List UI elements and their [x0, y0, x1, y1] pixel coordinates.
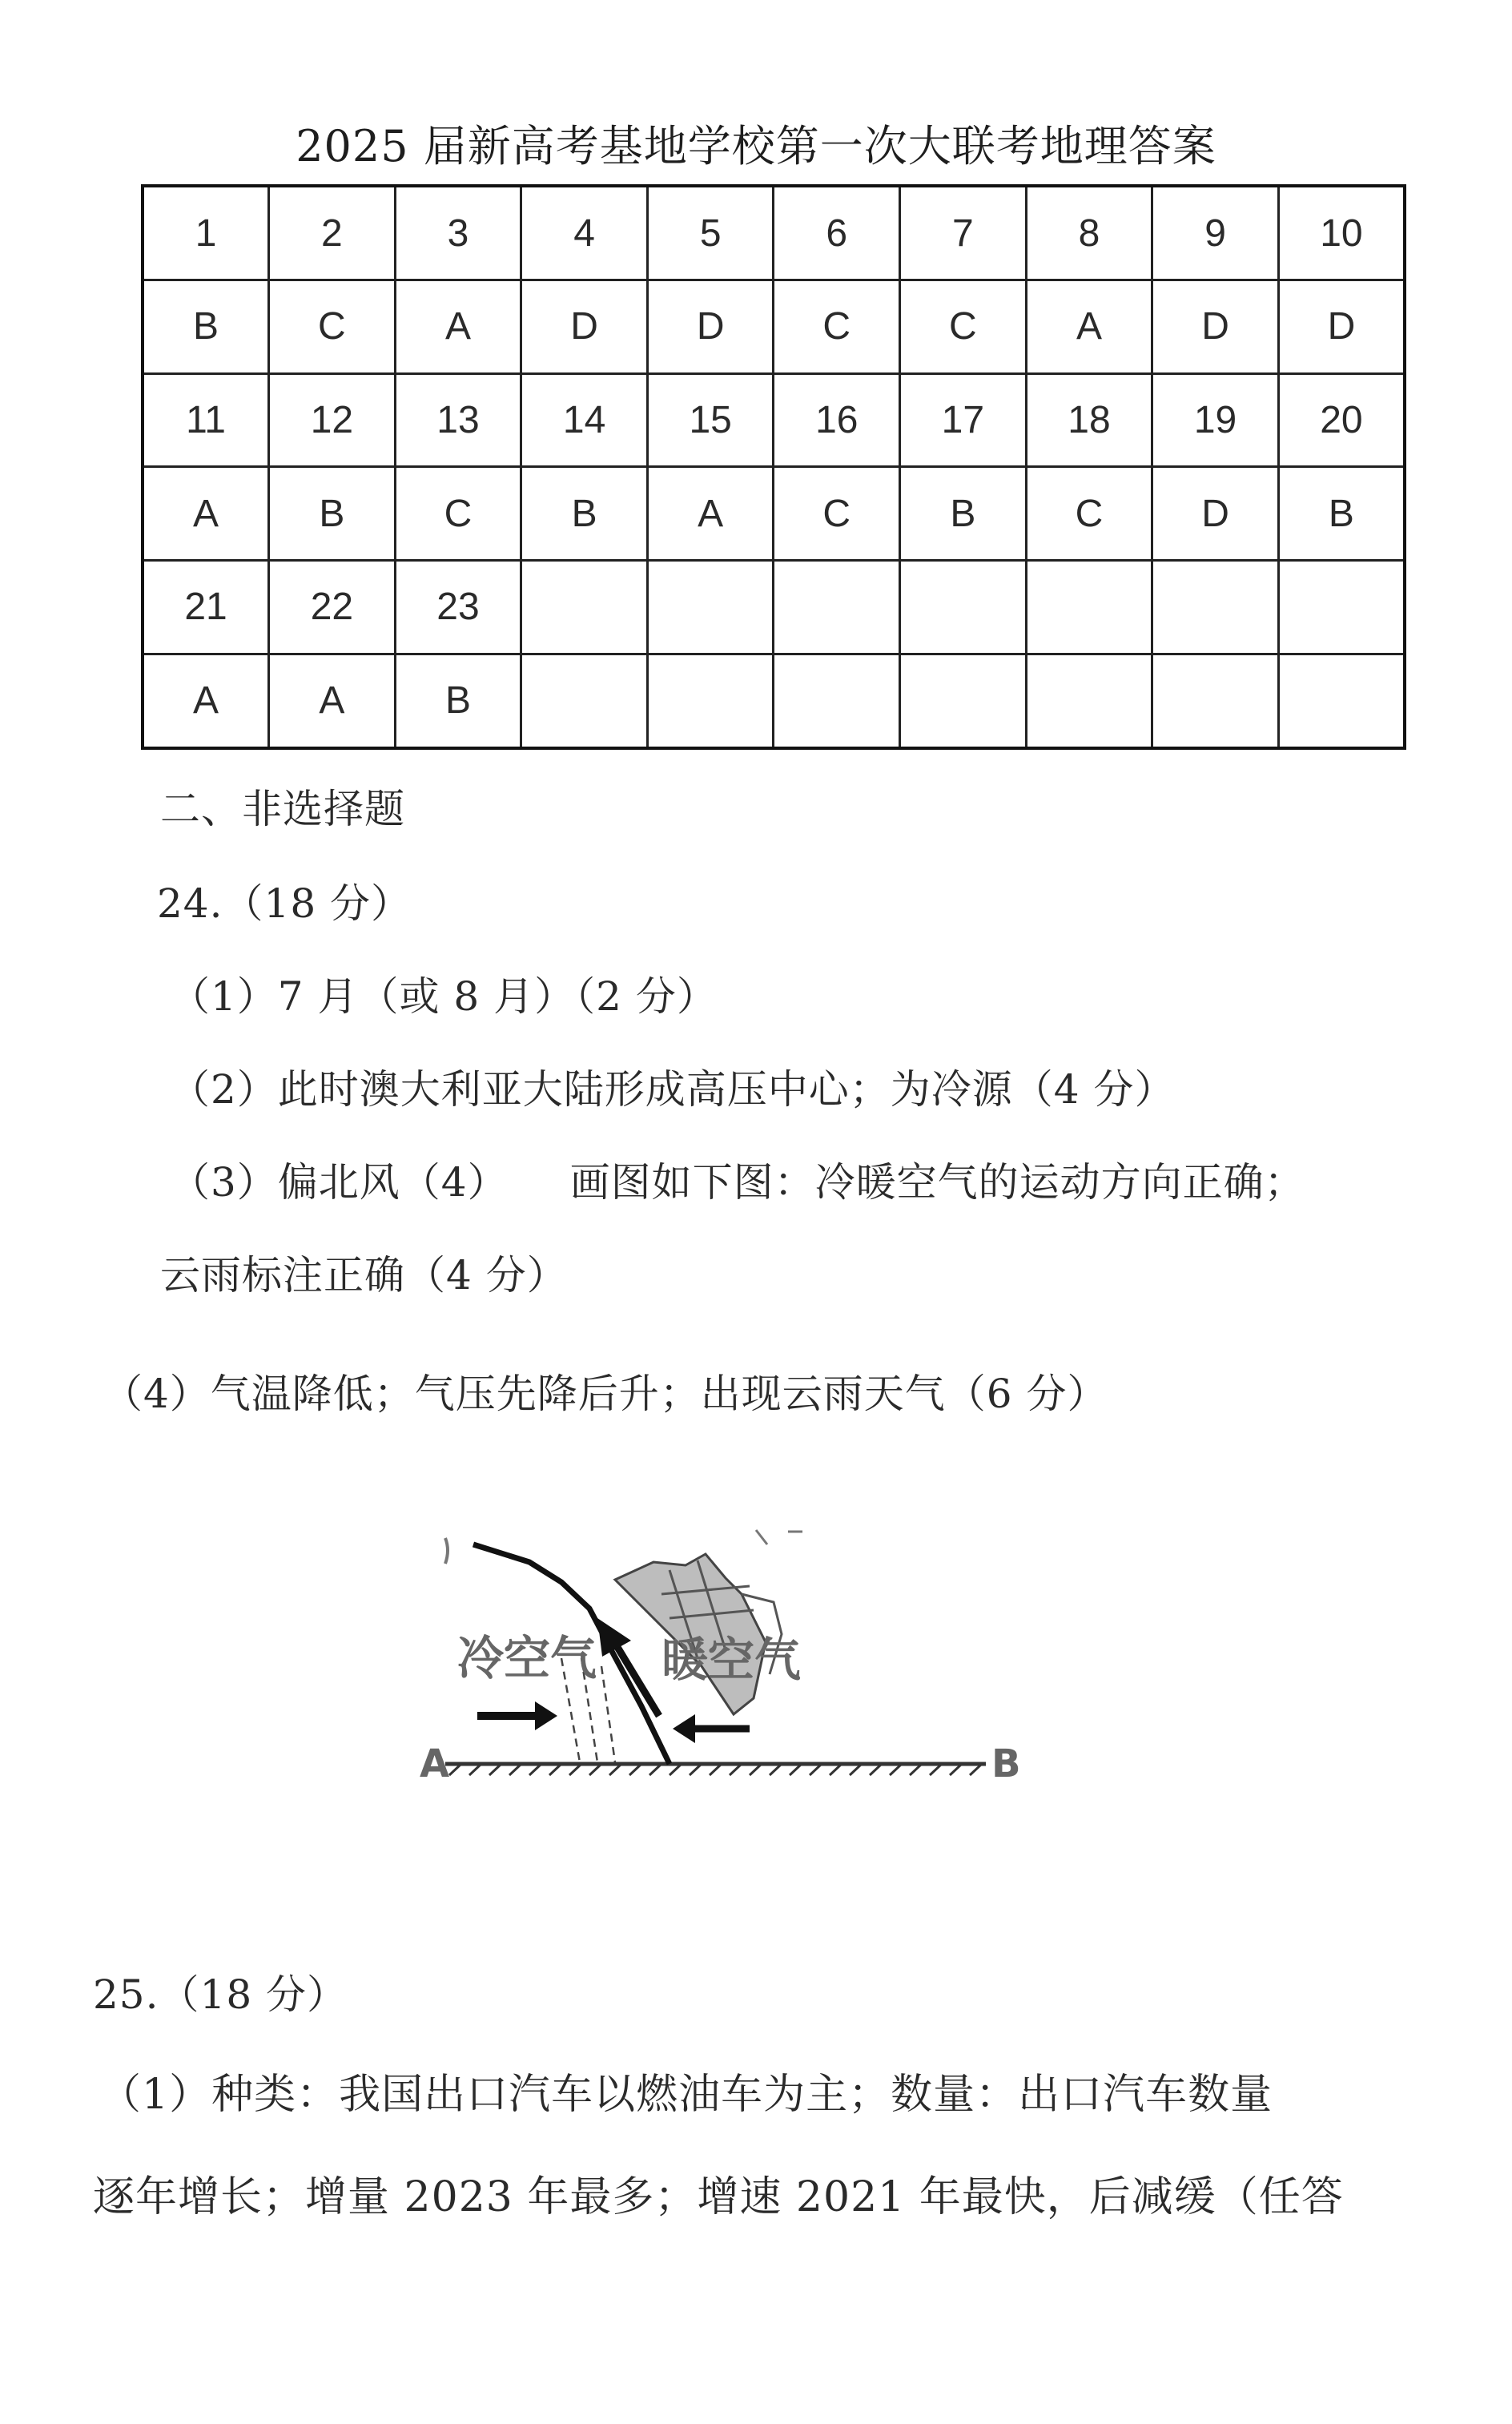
answer-cell	[900, 654, 1027, 748]
answer-cell: C	[774, 467, 900, 561]
answer-cell: A	[269, 654, 396, 748]
question-number-cell: 16	[774, 373, 900, 467]
answer-cell: B	[521, 467, 648, 561]
answer-cell	[521, 654, 648, 748]
question-number-row	[143, 561, 1405, 654]
answer-cell: C	[900, 280, 1027, 374]
warm-air-label: 暖空气	[662, 1633, 802, 1687]
question-number-cell: 23	[395, 561, 521, 654]
answer-cell: C	[269, 280, 396, 374]
question-number-cell: 18	[1026, 373, 1152, 467]
question-number-cell: 9	[1152, 186, 1279, 280]
question-number-cell: 20	[1278, 373, 1405, 467]
question-number-cell: 19	[1152, 373, 1279, 467]
answer-cell: C	[395, 467, 521, 561]
section2-heading: 二、非选择题	[160, 786, 405, 832]
question-number-cell	[1152, 561, 1279, 654]
q24-answer-2: （2）此时澳大利亚大陆形成高压中心；为冷源（4 分）	[170, 1066, 1176, 1113]
point-b-label: B	[991, 1741, 1021, 1786]
cold-air-label: 冷空气	[457, 1631, 597, 1685]
answer-cell: D	[1152, 467, 1279, 561]
answer-cell: B	[395, 654, 521, 748]
answer-row	[143, 654, 1405, 748]
q24-answer-1: （1）7 月（或 8 月）（2 分）	[170, 973, 718, 1020]
answer-row	[143, 467, 1405, 561]
answer-cell: C	[774, 280, 900, 374]
q24-answer-4: （4）气温降低；气压先降后升；出现云雨天气（6 分）	[103, 1371, 1108, 1417]
point-a-label: A	[420, 1741, 450, 1786]
answer-cell: B	[269, 467, 396, 561]
answer-cell	[774, 654, 900, 748]
question-number-cell: 17	[900, 373, 1027, 467]
front-diagram	[397, 1506, 1038, 1794]
answer-cell	[1152, 654, 1279, 748]
question-number-cell: 13	[395, 373, 521, 467]
question-number-cell: 6	[774, 186, 900, 280]
question-number-row	[143, 373, 1405, 467]
question-number-cell: 22	[269, 561, 396, 654]
question-number-cell: 15	[647, 373, 774, 467]
question-number-row	[143, 186, 1405, 280]
question-number-cell: 8	[1026, 186, 1152, 280]
question-number-cell: 5	[647, 186, 774, 280]
question-number-cell: 7	[900, 186, 1027, 280]
question-number-cell	[647, 561, 774, 654]
answer-cell: A	[1026, 280, 1152, 374]
q25-answer-1-line1: （1）种类：我国出口汽车以燃油车为主；数量：出口汽车数量	[99, 2071, 1273, 2119]
answer-cell: A	[395, 280, 521, 374]
question-number-cell: 4	[521, 186, 648, 280]
question-number-cell	[900, 561, 1027, 654]
answer-cell: D	[1152, 280, 1279, 374]
answer-cell	[1278, 654, 1405, 748]
question-number-cell: 12	[269, 373, 396, 467]
answer-cell: B	[143, 280, 269, 374]
question-number-cell: 1	[143, 186, 269, 280]
question-number-cell	[1026, 561, 1152, 654]
answer-cell: A	[647, 467, 774, 561]
question-number-cell	[1278, 561, 1405, 654]
answer-cell: A	[143, 467, 269, 561]
question-number-cell: 3	[395, 186, 521, 280]
q25-heading: 25.（18 分）	[93, 1971, 348, 2018]
question-number-cell	[774, 561, 900, 654]
answer-cell	[1026, 654, 1152, 748]
question-number-cell: 2	[269, 186, 396, 280]
question-number-cell: 10	[1278, 186, 1405, 280]
q24-answer-3-line2: 云雨标注正确（4 分）	[160, 1252, 568, 1299]
answer-cell: B	[1278, 467, 1405, 561]
question-number-cell: 11	[143, 373, 269, 467]
q24-answer-3-line1: （3）偏北风（4） 画图如下图：冷暖空气的运动方向正确；	[170, 1159, 1305, 1206]
question-number-cell	[521, 561, 648, 654]
answer-cell: A	[143, 654, 269, 748]
answer-cell: D	[1278, 280, 1405, 374]
answer-cell: D	[521, 280, 648, 374]
answer-cell: B	[900, 467, 1027, 561]
answer-table	[141, 184, 1406, 750]
answer-cell	[647, 654, 774, 748]
question-number-cell: 14	[521, 373, 648, 467]
page-title: 2025 届新高考基地学校第一次大联考地理答案	[296, 121, 1216, 171]
answer-cell: D	[647, 280, 774, 374]
answer-cell: C	[1026, 467, 1152, 561]
question-number-cell: 21	[143, 561, 269, 654]
answer-row	[143, 280, 1405, 374]
q25-answer-1-line2: 逐年增长；增量 2023 年最多；增速 2021 年最快，后减缓（任答	[93, 2173, 1344, 2221]
q24-heading: 24.（18 分）	[157, 880, 412, 927]
